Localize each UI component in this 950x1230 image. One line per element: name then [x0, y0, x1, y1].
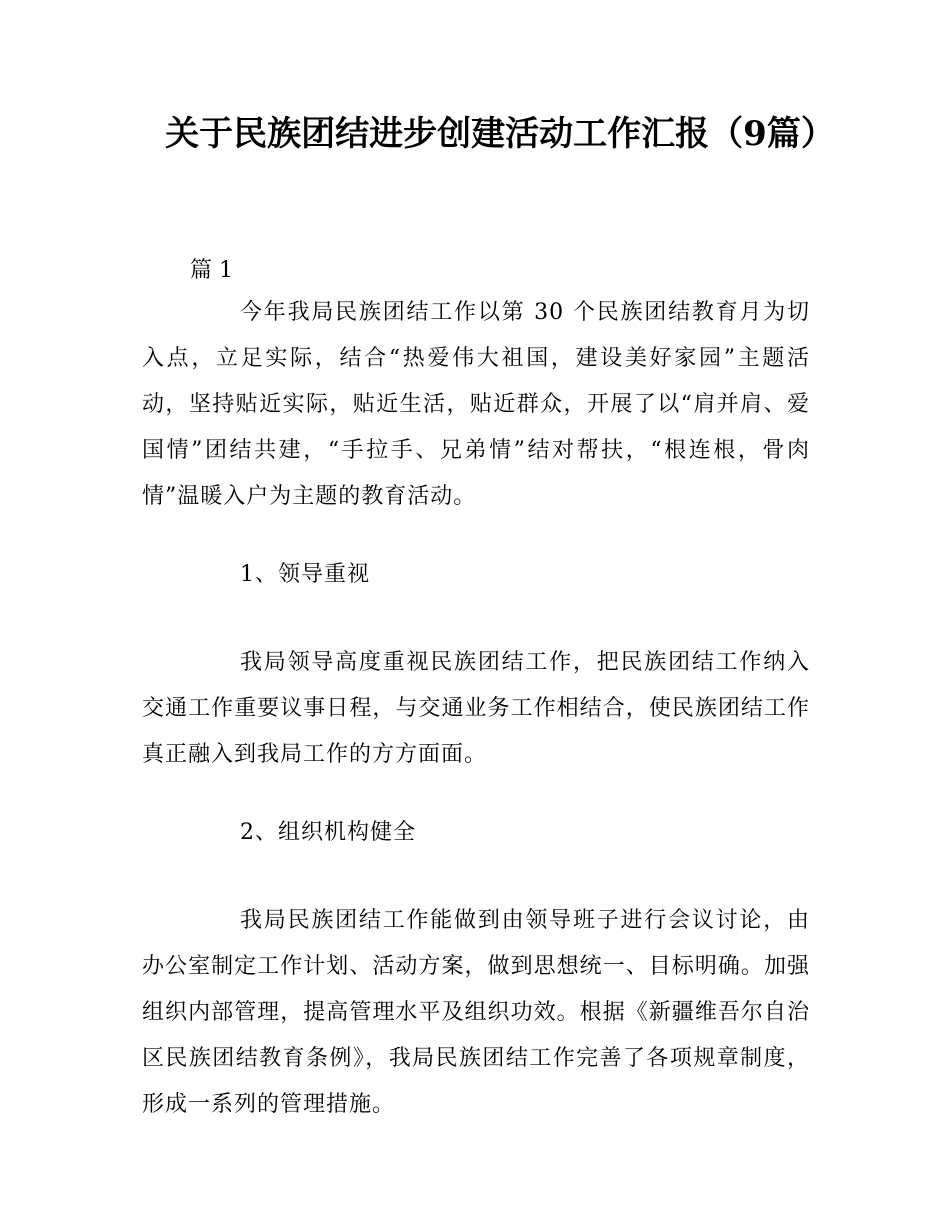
heading-leadership: 1、领导重视 — [240, 562, 370, 587]
document-title: 关于民族团结进步创建活动工作汇报（9篇） — [165, 114, 835, 154]
paragraph-intro: 今年我局民族团结工作以第 30 个民族团结教育月为切入点，立足实际，结合“热爱伟大祖国，建设美好家园”主题活动，坚持贴近实际，贴近生活，贴近群众，开展了以“肩并肩、爱国情”团结共建，“手拉手、兄弟情”结对帮扶，“根连根，骨肉情”温暖入户为主题的教育活动。 — [142, 300, 810, 509]
section-label: 篇 1 — [190, 258, 233, 283]
paragraph-organization: 我局民族团结工作能做到由领导班子进行会议讨论，由办公室制定工作计划、活动方案，做到思想统一、目标明确。加强组织内部管理，提高管理水平及组织功效。根据《新疆维吾尔自治区民族团结教育条例》，我局民族团结工作完善了各项规章制度，形成一系列的管理措施。 — [142, 908, 810, 1117]
heading-organization: 2、组织机构健全 — [240, 820, 416, 845]
paragraph-leadership: 我局领导高度重视民族团结工作，把民族团结工作纳入交通工作重要议事日程，与交通业务工作相结合，使民族团结工作真正融入到我局工作的方方面面。 — [142, 650, 810, 767]
